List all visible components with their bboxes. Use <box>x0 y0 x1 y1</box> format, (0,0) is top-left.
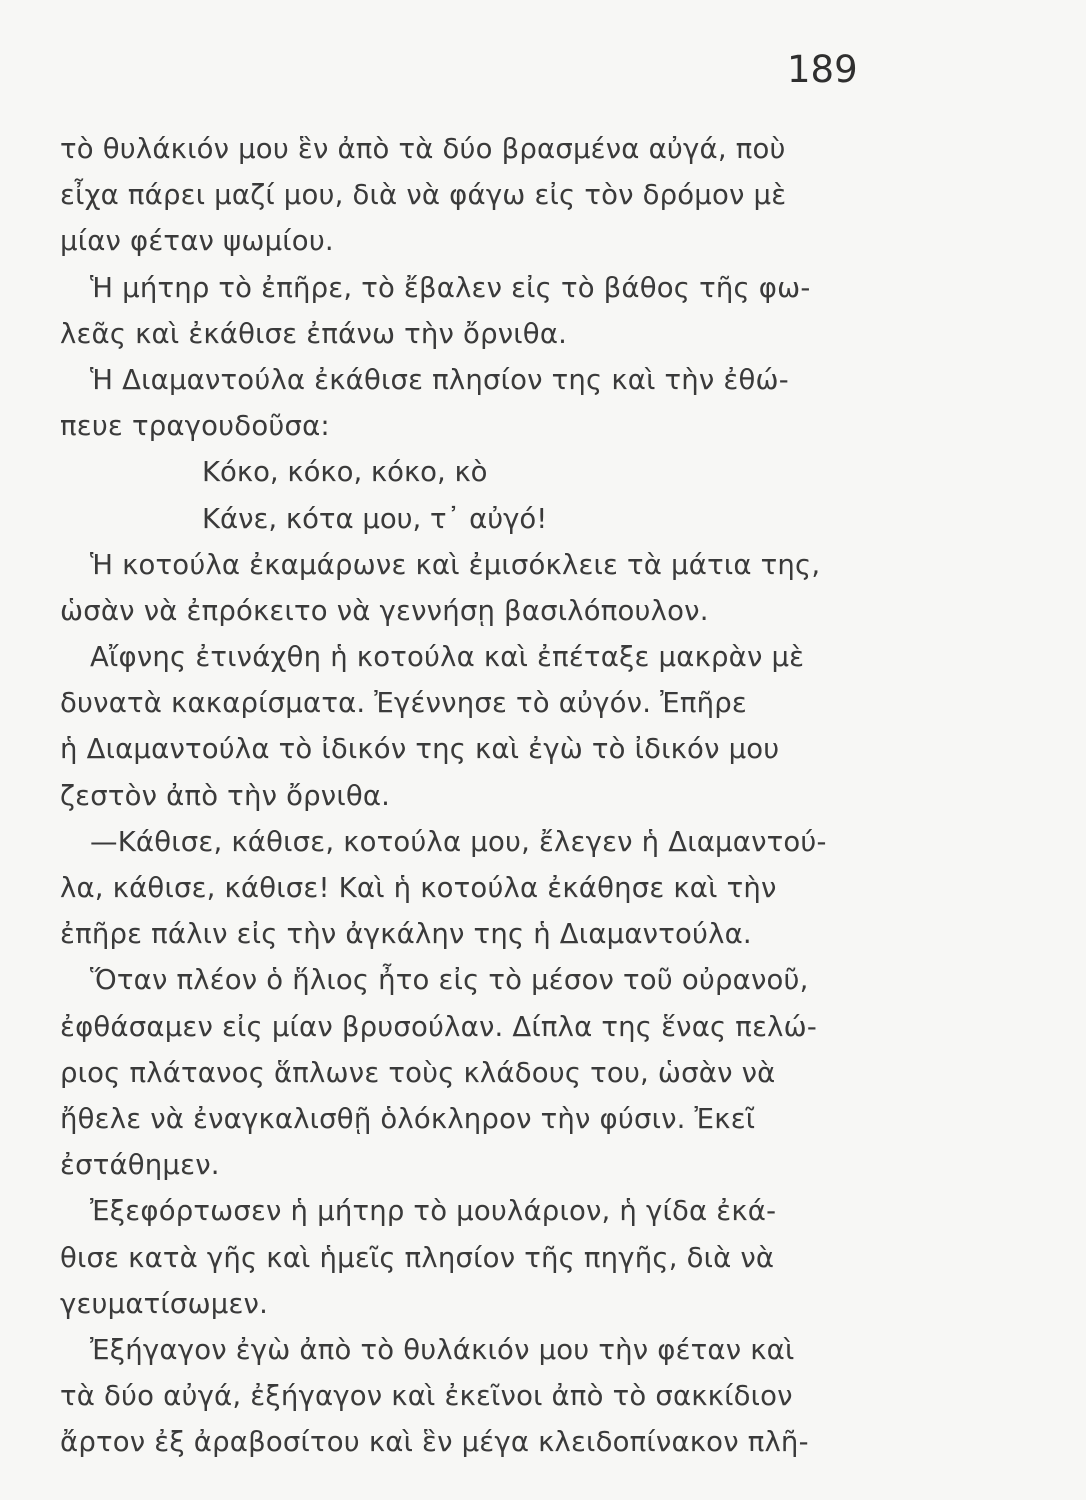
text-line: ἡ Διαμαντούλα τὸ ἰδικόν της καὶ ἐγὼ τὸ ἰδικόν μου <box>60 733 780 766</box>
text-line: πευε τραγουδοῦσα: <box>60 410 330 443</box>
text-line: λεᾶς καὶ ἐκάθισε ἐπάνω τὴν ὄρνιθα. <box>60 317 568 350</box>
text-line: ριος πλάτανος ἅπλωνε τοὺς κλάδους του, ὡσὰν νὰ <box>60 1056 776 1089</box>
verse-line: Κάνε, κότα μου, τ᾽ αὐγό! <box>202 502 548 535</box>
text-line: Αἴφνης ἐτινάχθη ἡ κοτούλα καὶ ἐπέταξε μακρὰν μὲ <box>90 641 805 674</box>
text-line: ὡσὰν νὰ ἐπρόκειτο νὰ γεννήσῃ βασιλόπουλον. <box>60 594 709 627</box>
text-line: Ἐξήγαγον ἐγὼ ἀπὸ τὸ θυλάκιόν μου τὴν φέταν καὶ <box>90 1333 795 1366</box>
text-line: ἄρτον ἐξ ἀραβοσίτου καὶ ἓν μέγα κλειδοπίνακον πλῆ- <box>60 1426 809 1459</box>
text-line: —Κάθισε, κάθισε, κοτούλα μου, ἔλεγεν ἡ Διαμαντού- <box>90 825 827 858</box>
text-line: γευματίσωμεν. <box>60 1287 269 1320</box>
text-line: ἤθελε νὰ ἐναγκαλισθῇ ὁλόκληρον τὴν φύσιν. Ἐκεῖ <box>60 1102 756 1135</box>
text-line: δυνατὰ κακαρίσματα. Ἐγέννησε τὸ αὐγόν. Ἐπῆρε <box>60 687 747 720</box>
text-line: Ἡ μήτηρ τὸ ἐπῆρε, τὸ ἔβαλεν εἰς τὸ βάθος τῆς φω- <box>90 271 811 304</box>
text-line: ἐστάθημεν. <box>60 1149 220 1182</box>
text-line: λα, κάθισε, κάθισε! Καὶ ἡ κοτούλα ἐκάθησε καὶ τὴν <box>60 872 777 904</box>
text-line: Ἡ κοτούλα ἐκαμάρωνε καὶ ἐμισόκλειε τὰ μάτια της, <box>90 548 821 581</box>
text-line: τὰ δύο αὐγά, ἐξήγαγον καὶ ἐκεῖνοι ἀπὸ τὸ σακκίδιον <box>60 1380 793 1413</box>
text-line: τὸ θυλάκιόν μου ἓν ἀπὸ τὰ δύο βρασμένα αὐγά, ποὺ <box>60 133 786 165</box>
text-line: εἶχα πάρει μαζί μου, διὰ νὰ φάγω εἰς τὸν δρόμον μὲ <box>60 179 787 212</box>
text-line: Ἐξεφόρτωσεν ἡ μήτηρ τὸ μουλάριον, ἡ γίδα ἐκά- <box>90 1195 777 1228</box>
text-line: μίαν φέταν ψωμίου. <box>60 225 334 258</box>
page-number: 189 <box>787 48 858 91</box>
text-line: ζεστὸν ἀπὸ τὴν ὄρνιθα. <box>60 779 391 812</box>
body-text <box>60 126 870 1465</box>
verse-line: Κόκο, κόκο, κόκο, κὸ <box>202 456 488 489</box>
text-line: ἐφθάσαμεν εἰς μίαν βρυσούλαν. Δίπλα της ἕνας πελώ- <box>60 1010 817 1043</box>
text-line: ἐπῆρε πάλιν εἰς τὴν ἀγκάλην της ἡ Διαμαντούλα. <box>60 918 752 951</box>
text-line: Ἡ Διαμαντούλα ἐκάθισε πλησίον της καὶ τὴν ἐθώ- <box>90 363 789 396</box>
text-line: θισε κατὰ γῆς καὶ ἡμεῖς πλησίον τῆς πηγῆς, διὰ νὰ <box>60 1241 775 1274</box>
text-line: Ὅταν πλέον ὁ ἥλιος ἦτο εἰς τὸ μέσον τοῦ οὐρανοῦ, <box>90 964 809 997</box>
